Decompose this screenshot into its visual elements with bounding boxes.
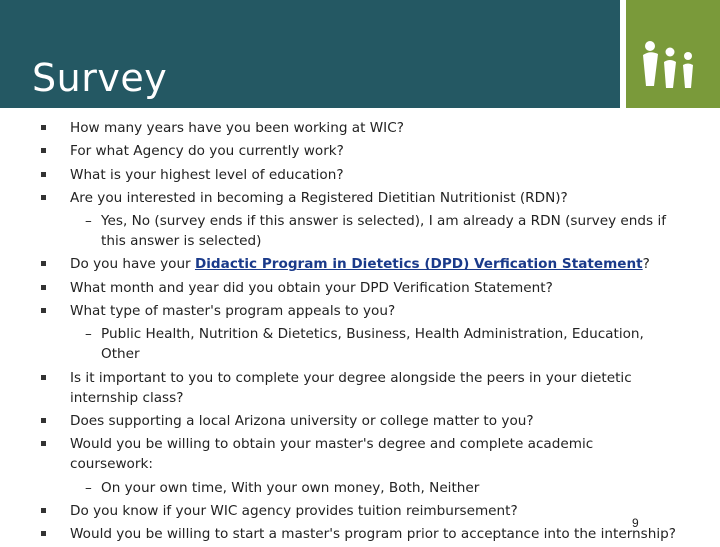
survey-question-list <box>40 118 680 547</box>
bullet-marker <box>41 172 46 177</box>
list-item: Do you have your Didactic Program in Dietetics (DPD) Verfication Statement? <box>40 254 680 274</box>
slide-header <box>0 0 620 108</box>
list-item: Do you know if your WIC agency provides tuition reimbursement? <box>40 501 680 521</box>
bullet-marker <box>41 531 46 536</box>
bullet-marker <box>41 195 46 200</box>
family-figures-icon <box>638 38 702 92</box>
bullet-marker <box>41 148 46 153</box>
list-item: What month and year did you obtain your DPD Verification Statement? <box>40 278 680 298</box>
bullet-marker <box>41 125 46 130</box>
page-number: 9 <box>632 516 639 530</box>
bullet-marker <box>41 375 46 380</box>
logo-panel <box>626 0 720 108</box>
dash-marker: – <box>85 213 92 230</box>
dpd-statement-link[interactable]: Didactic Program in Dietetics (DPD) Verfication Statement <box>194 256 643 273</box>
list-item: How many years have you been working at WIC? <box>40 118 680 138</box>
list-item: Does supporting a local Arizona university or college matter to you? <box>40 411 680 431</box>
sub-list-item: – Yes, No (survey ends if this answer is selected), I am already a RDN (survey ends if this answer is selected) <box>85 213 667 250</box>
sub-list-item: – On your own time, With your own money, Both, Neither <box>85 479 480 496</box>
bullet-marker <box>41 508 46 513</box>
bullet-marker <box>41 261 46 266</box>
slide-title: Survey <box>32 56 168 100</box>
list-item: For what Agency do you currently work? <box>40 141 680 161</box>
bullet-marker <box>41 308 46 313</box>
dash-marker: – <box>85 326 92 343</box>
bullet-marker <box>41 441 46 446</box>
list-item: Would you be willing to obtain your master's degree and complete academic coursework: <box>40 434 680 474</box>
list-item: Are you interested in becoming a Registered Dietitian Nutritionist (RDN)? <box>40 188 680 208</box>
list-item: What is your highest level of education? <box>40 165 680 185</box>
list-item: Is it important to you to complete your degree alongside the peers in your dietetic internship class? <box>40 368 680 408</box>
list-item: Would you be willing to start a master's program prior to acceptance into the internship? <box>40 524 680 544</box>
bullet-marker <box>41 285 46 290</box>
list-item: What type of master's program appeals to you? <box>40 301 680 321</box>
sub-list-item: – Public Health, Nutrition & Dietetics, Business, Health Administration, Education, Other <box>85 326 644 363</box>
dash-marker: – <box>85 479 92 496</box>
bullet-marker <box>41 418 46 423</box>
